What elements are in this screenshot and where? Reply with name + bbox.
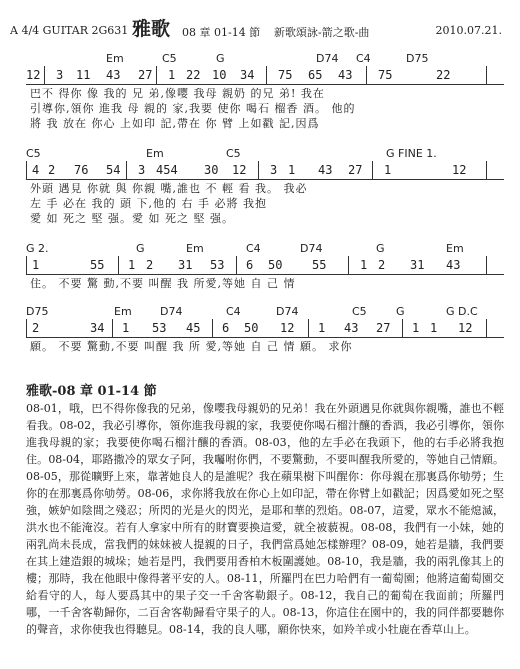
barline xyxy=(44,66,45,84)
chord: D74 xyxy=(276,305,299,318)
lyric-line: 愛 如 死之 堅 强。愛 如 死之 堅 强。 xyxy=(30,212,234,225)
chord: D74 xyxy=(316,52,339,65)
note: 2 xyxy=(48,163,56,177)
chord: Em xyxy=(106,52,124,65)
note: 12 xyxy=(452,163,467,177)
barline xyxy=(26,161,27,179)
chord: C4 xyxy=(246,242,261,255)
note: 3 xyxy=(56,68,64,82)
note: 43 xyxy=(338,68,353,82)
note: 54 xyxy=(106,163,121,177)
lyric-line: 巴不 得你 像 我的 兄 弟,像嘤 我母 親奶 的兄 弟! 我在 xyxy=(30,87,325,100)
music-system-3 xyxy=(26,242,504,290)
note: 22 xyxy=(436,68,451,82)
note: 27 xyxy=(348,163,363,177)
note: 1 xyxy=(128,258,136,272)
note: 3 xyxy=(138,163,146,177)
song-meta: A 4/4 GUITAR 2G631 xyxy=(10,24,129,37)
chord-row xyxy=(26,305,504,319)
note: 6 xyxy=(246,258,254,272)
chord: G 2. xyxy=(26,242,49,255)
note: 27 xyxy=(138,68,153,82)
chord: D75 xyxy=(406,52,429,65)
note: 1 xyxy=(430,321,438,335)
music-system-2 xyxy=(26,147,504,225)
barline xyxy=(366,66,367,84)
note: 30 xyxy=(204,163,219,177)
chord: C5 xyxy=(162,52,177,65)
chord: G xyxy=(376,242,385,255)
barline xyxy=(486,319,487,337)
scripture-paragraph: 08-01，哦，巴不得你像我的兄弟，像嘤我母親奶的兄弟！我在外頭遇見你就與你親嘴，誰也不輕看我。08-02，我必引導你，領你進我母親的家，我要使你喝石榴汁釀的香酒，我必引導你，領你進我母親的家；我要使你喝石榴汁釀的香酒。08-03，他的左手必在我頭下，他的右手必將我抱住。08-04，耶路撒冷的眾女子阿，我囑咐你們，不要驚動，不要叫醒我所愛的，等她自己情願。08-05，那從曠野上來，靠著她良人的是誰呢？我在蘋果樹下叫醒你：你母親在那裏爲你劬勞；生你的在那裏爲你劬勞。08-06，求你將我放在你心上如印記，帶在你臂上如戳記；因爲愛如死之堅強，嫉妒如陰間之殘忍；所閃的光是火的閃光，是耶和華的烈焰。08-07，這愛，眾水不能熄滅，洪水也不能淹沒。若有人拿家中所有的財寶要換這愛，就全被藐視。08-08，我們有一小妹，她的兩乳尚未長成，當我們的妹妹被人提親的日子，我們當爲她怎樣辦理？08-09，她若是牆，我們要在其上建造銀的城垛；她若是門，我們要用香柏木板圍護她。08-10，我是牆，我的兩乳像其上的樓；那時，我在他眼中像得著平安的人。08-11，所羅門在巴力哈們有一葡萄園；他將這葡萄園交給看守的人，每人要爲其中的果子交一千舍客勒銀子。08-12，我自己的葡萄在我面前；所羅門哪，一千舍客勒歸你，二百舍客勒歸看守果子的人。08-13，你這住在園中的，我的同伴都要聽你的聲音，求你使我也得聽見。08-14，我的良人哪，願你快來，如羚羊或小牡鹿在香草山上。 xyxy=(26,402,504,636)
lyric-line: 引導你,領你 進我 母 親的 家,我要 使你 喝石 榴香 酒。 他的 xyxy=(30,102,356,115)
note: 12 xyxy=(26,68,41,82)
note: 10 xyxy=(212,68,227,82)
note: 76 xyxy=(74,163,89,177)
song-collection: 新歌頌詠-箭之歌-曲 xyxy=(274,26,370,39)
note: 34 xyxy=(90,321,105,335)
chord: G xyxy=(396,305,405,318)
barline xyxy=(156,66,157,84)
barline xyxy=(372,161,373,179)
barline xyxy=(118,256,119,274)
chord: C4 xyxy=(356,52,371,65)
note: 1 xyxy=(288,163,296,177)
song-date: 2010.07.21. xyxy=(435,24,502,37)
notation-row xyxy=(26,66,504,85)
chord: G FINE 1. xyxy=(386,147,437,160)
note: 12 xyxy=(280,321,295,335)
note: 1 xyxy=(122,321,130,335)
note: 1 xyxy=(384,163,392,177)
lyric-line: 外頭 遇見 你就 與 你親 嘴,誰也 不 輕 看 我。 我必 xyxy=(30,182,308,195)
note: 22 xyxy=(186,68,201,82)
note: 34 xyxy=(240,68,255,82)
note: 31 xyxy=(178,258,193,272)
note: 53 xyxy=(152,321,167,335)
note: 65 xyxy=(308,68,323,82)
song-title: 雅歌 xyxy=(132,18,171,40)
chord: G D.C xyxy=(446,305,478,318)
scripture-title: 雅歌-08 章 01-14 節 xyxy=(26,384,157,399)
note: 75 xyxy=(378,68,393,82)
song-chapter: 08 章 01-14 節 xyxy=(182,26,261,39)
note: 43 xyxy=(106,68,121,82)
music-system-1 xyxy=(26,52,504,130)
barline xyxy=(308,319,309,337)
scripture-text xyxy=(26,400,504,638)
chord: C5 xyxy=(226,147,241,160)
lyric-line: 將 我 放在 你心 上如印 記,帶在 你 臂 上如戳 記,因爲 xyxy=(30,117,320,130)
note: 55 xyxy=(90,258,105,272)
barline xyxy=(266,66,267,84)
chord: C4 xyxy=(226,305,241,318)
note: 27 xyxy=(376,321,391,335)
note: 43 xyxy=(318,163,333,177)
chord: Em xyxy=(186,242,204,255)
note: 45 xyxy=(186,321,201,335)
chord: D74 xyxy=(300,242,323,255)
barline xyxy=(26,256,27,274)
note: 50 xyxy=(268,258,283,272)
chord: G xyxy=(216,52,225,65)
song-header xyxy=(10,12,510,38)
music-system-4 xyxy=(26,305,504,353)
note: 1 xyxy=(168,68,176,82)
chord: D74 xyxy=(160,305,183,318)
notation-row xyxy=(26,161,504,180)
note: 1 xyxy=(360,258,368,272)
note: 1 xyxy=(318,321,326,335)
chord: D75 xyxy=(26,305,49,318)
barline xyxy=(212,319,213,337)
note: 1 xyxy=(32,258,40,272)
note: 75 xyxy=(278,68,293,82)
lyric-line: 住。 不要 驚 動,不要 叫醒 我 所愛,等她 自 己 情 xyxy=(30,277,296,290)
barline xyxy=(126,161,127,179)
note: 2 xyxy=(146,258,154,272)
note: 31 xyxy=(410,258,425,272)
chord: Em xyxy=(146,147,164,160)
note: 43 xyxy=(344,321,359,335)
barline xyxy=(112,319,113,337)
note: 12 xyxy=(232,163,247,177)
note: 3 xyxy=(270,163,278,177)
note: 6 xyxy=(222,321,230,335)
note: 1 xyxy=(412,321,420,335)
chord: Em xyxy=(446,242,464,255)
chord: C5 xyxy=(352,305,367,318)
lyric-line: 願。 不要 驚動,不要 叫醒 我 所 愛,等她 自 己 情 願。 求你 xyxy=(30,340,353,353)
note: 2 xyxy=(378,258,386,272)
note: 55 xyxy=(312,258,327,272)
note: 12 xyxy=(458,321,473,335)
barline xyxy=(486,161,487,179)
chord: G xyxy=(136,242,145,255)
note: 53 xyxy=(210,258,225,272)
barline xyxy=(402,319,403,337)
notation-row xyxy=(26,319,504,338)
barline xyxy=(348,256,349,274)
chord-row xyxy=(26,242,504,256)
barline xyxy=(486,256,487,274)
chord-row xyxy=(26,147,504,161)
barline xyxy=(26,319,27,337)
chord-row xyxy=(26,52,504,66)
notation-row xyxy=(26,256,504,275)
barline xyxy=(236,256,237,274)
barline xyxy=(486,66,487,84)
note: 50 xyxy=(244,321,259,335)
chord: C5 xyxy=(26,147,41,160)
note: 454 xyxy=(156,163,178,177)
note: 2 xyxy=(32,321,40,335)
barline xyxy=(258,161,259,179)
note: 4 xyxy=(32,163,40,177)
lyric-line: 左 手 必在 我的 頭 下,他的 右 手 必將 我抱 xyxy=(30,197,267,210)
note: 11 xyxy=(76,68,91,82)
chord: Em xyxy=(114,305,132,318)
note: 43 xyxy=(446,258,461,272)
